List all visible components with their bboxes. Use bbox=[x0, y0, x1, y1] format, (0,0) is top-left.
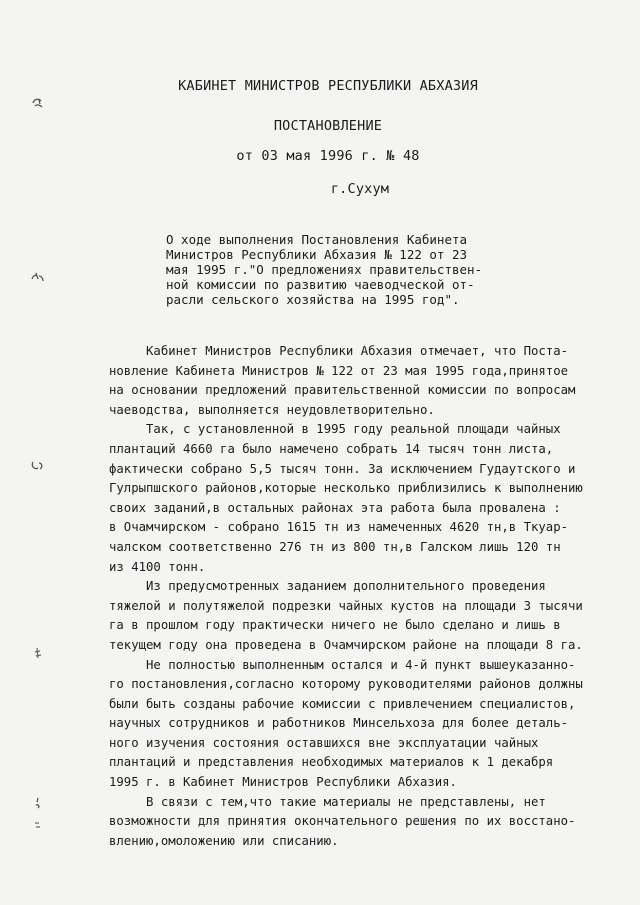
subject-block bbox=[166, 232, 506, 307]
text-line: новление Кабинета Министров № 122 от 23 мая 1995 года,принятое bbox=[109, 363, 569, 378]
text-line: Гулрыпшского районов,которые несколько приблизились к выполнению bbox=[109, 481, 583, 496]
paragraph-4 bbox=[109, 656, 619, 793]
text-line: плантаций 4660 га было намечено собрать 14 тысяч тонн листа, bbox=[109, 441, 554, 456]
text-line: чаеводства, выполняется неудовлетворительно. bbox=[109, 402, 435, 417]
paragraph-2 bbox=[109, 420, 619, 577]
text-line: из 4100 тонн. bbox=[109, 559, 206, 574]
text-line: 1995 г. в Кабинет Министров Республики Абхазия. bbox=[109, 775, 457, 790]
binder-hole-mark-1 bbox=[30, 96, 46, 110]
subject-line: О ходе выполнения Постановления Кабинета bbox=[166, 232, 468, 247]
date-number-line: от 03 мая 1996 г. № 48 bbox=[236, 148, 420, 164]
text-line: были быть созданы рабочие комиссии с привлечением специалистов, bbox=[109, 696, 576, 711]
body-text bbox=[109, 342, 619, 851]
text-line: ного изучения состояния оставшихся вне эксплуатации чайных bbox=[109, 735, 539, 750]
text-line: Из предусмотренных заданием дополнительного проведения bbox=[109, 579, 546, 594]
text-line: научных сотрудников и работников Минсельхоза для более деталь- bbox=[109, 716, 569, 731]
binder-hole-mark-6 bbox=[30, 818, 46, 832]
binder-hole-mark-5 bbox=[30, 796, 46, 810]
text-line: текущем году она проведена в Очамчирском районе на площади 8 га. bbox=[109, 637, 583, 652]
text-line: в Очамчирском - собрано 1615 тн из намеченных 4620 тн,в Ткуар- bbox=[109, 520, 569, 535]
text-line: В связи с тем,что такие материалы не представлены, нет bbox=[109, 794, 546, 809]
text-line: Не полностью выполненным остался и 4-й пункт вышеуказанно- bbox=[109, 657, 576, 672]
text-line: го постановления,согласно которому руководителями районов должны bbox=[109, 677, 583, 692]
text-line: тяжелой и полутяжелой подрезки чайных кустов на площади 3 тысячи bbox=[109, 598, 583, 613]
subject-line: расли сельского хозяйства на 1995 год". bbox=[166, 292, 460, 307]
text-line: Кабинет Министров Республики Абхазия отмечает, что Поста- bbox=[109, 344, 569, 358]
paragraph-1 bbox=[109, 342, 619, 420]
text-line: Так, с установленной в 1995 году реальной площади чайных bbox=[109, 422, 561, 437]
text-line: плантаций и представления необходимых материалов к 1 декабря bbox=[109, 755, 554, 770]
text-line: фактически собрано 5,5 тысяч тонн. За исключением Гудаутского и bbox=[109, 461, 576, 476]
city-line: г.Сухум bbox=[330, 181, 390, 197]
document-type-heading: ПОСТАНОВЛЕНИЕ bbox=[273, 118, 383, 134]
organization-heading: КАБИНЕТ МИНИСТРОВ РЕСПУБЛИКИ АБХАЗИЯ bbox=[178, 78, 478, 94]
binder-hole-mark-3 bbox=[30, 458, 46, 472]
paragraph-5 bbox=[109, 793, 619, 852]
text-line: своих заданий,в остальных районах эта работа была провалена : bbox=[109, 500, 561, 515]
text-line: возможности для принятия окончательного решения по их восстано- bbox=[109, 814, 576, 829]
text-line: влению,омоложению или списанию. bbox=[109, 833, 339, 848]
binder-hole-mark-4 bbox=[30, 646, 46, 660]
binder-hole-mark-2 bbox=[30, 270, 46, 284]
text-line: на основании предложений правительственной комиссии по вопросам bbox=[109, 383, 576, 398]
subject-line: мая 1995 г."О предложениях правительствен- bbox=[166, 262, 483, 277]
paragraph-3 bbox=[109, 577, 619, 655]
subject-line: Министров Республики Абхазия № 122 от 23 bbox=[166, 247, 468, 262]
text-line: чалском соответственно 276 тн из 800 тн,в Галском лишь 120 тн bbox=[109, 539, 561, 554]
text-line: га в прошлом году практически ничего не было сделано и лишь в bbox=[109, 618, 561, 633]
subject-line: ной комиссии по развитию чаеводческой от- bbox=[166, 277, 475, 292]
